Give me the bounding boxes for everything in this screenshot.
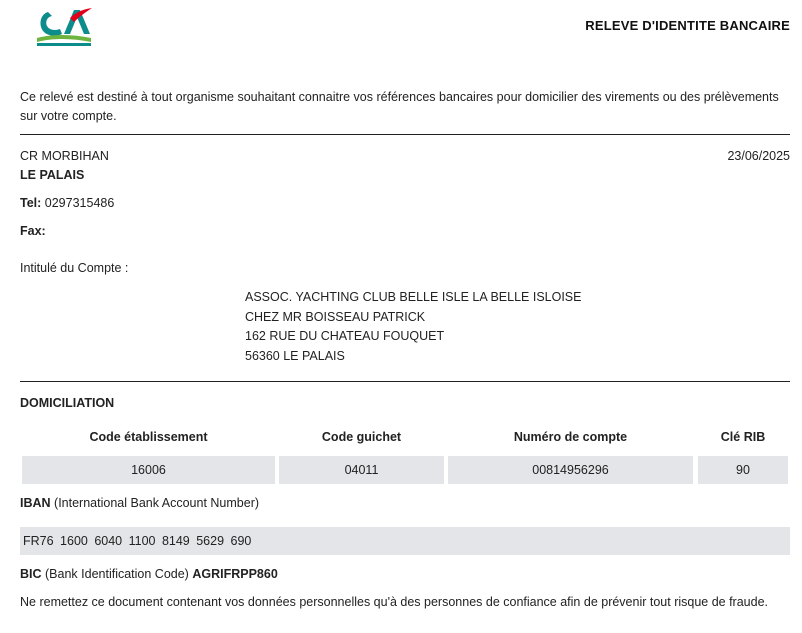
branch-name: LE PALAIS <box>20 168 85 182</box>
address-line: ASSOC. YACHTING CLUB BELLE ISLE LA BELLE ISLOISE <box>245 290 582 304</box>
credit-agricole-logo-icon <box>34 4 94 48</box>
header-code-etablissement: Code établissement <box>89 430 208 444</box>
value-code-guichet: 04011 <box>279 456 444 484</box>
tel-label: Tel: <box>20 196 42 210</box>
divider <box>20 381 790 382</box>
bic-value: AGRIFRPP860 <box>192 567 278 581</box>
document-date: 23/06/2025 <box>727 149 790 163</box>
iban-value: FR76 1600 6040 1100 8149 5629 690 <box>20 527 790 555</box>
divider <box>20 134 790 135</box>
header-cle-rib: Clé RIB <box>720 430 766 444</box>
iban-label: IBAN <box>20 496 51 510</box>
fraud-warning: Ne remettez ce document contenant vos données personnelles qu'à des personnes de confiance afin de prévenir tout risque de fraude. <box>20 595 769 609</box>
domiciliation-title: DOMICILIATION <box>20 396 115 410</box>
account-label: Intitulé du Compte : <box>20 261 129 275</box>
bank-name: CR MORBIHAN <box>20 149 109 163</box>
fax-label: Fax: <box>20 224 46 238</box>
header-numero-compte: Numéro de compte <box>513 430 628 444</box>
bic-label: BIC <box>20 567 42 581</box>
tel-row <box>20 194 114 212</box>
bic-description: (Bank Identification Code) <box>45 567 189 581</box>
iban-label-row <box>20 494 259 512</box>
value-cle-rib: 90 <box>698 456 788 484</box>
address-line: CHEZ MR BOISSEAU PATRICK <box>245 309 426 324</box>
iban-description: (International Bank Account Number) <box>54 496 260 510</box>
header-code-guichet: Code guichet <box>321 430 402 444</box>
document-title: RELEVE D'IDENTITE BANCAIRE <box>585 18 790 33</box>
value-numero-compte: 00814956296 <box>448 456 693 484</box>
value-code-etablissement: 16006 <box>22 456 275 484</box>
intro-text: Ce relevé est destiné à tout organisme souhaitant connaitre vos références bancaires pour domicilier des virements ou des prélèvements sur votre compte. <box>20 90 779 123</box>
address-line: 162 RUE DU CHATEAU FOUQUET <box>245 329 445 343</box>
bic-row <box>20 565 278 583</box>
account-address <box>245 288 582 366</box>
address-line: 56360 LE PALAIS <box>245 348 345 363</box>
tel-value: 0297315486 <box>44 196 115 210</box>
